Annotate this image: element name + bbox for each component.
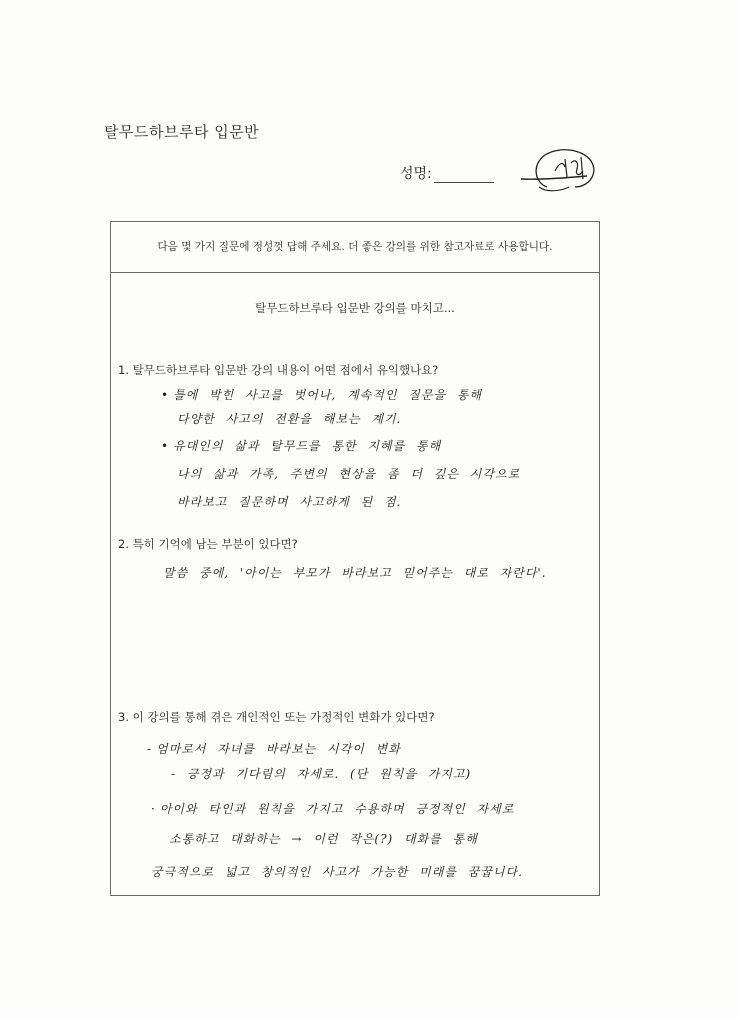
question-1-answer-line: 나의 삶과 가족, 주변의 현상을 좀 더 깊은 시각으로	[177, 467, 521, 481]
question-3-label: 3. 이 강의를 통해 겪은 개인적인 또는 가정적인 변화가 있다면?	[118, 710, 435, 724]
bullet-icon: ·	[151, 802, 156, 816]
question-1-answer-line: 바라보고 질문하며 사고하게 된 점.	[177, 495, 402, 509]
question-2-answer-line: 말씀 중에, '아이는 부모가 바라보고 믿어주는 대로 자란다'.	[163, 566, 547, 580]
dash-icon: -	[147, 742, 153, 756]
handwritten-signature	[517, 143, 607, 205]
document-title: 탈무드하브루타 입문반	[104, 123, 260, 141]
survey-form	[110, 221, 600, 896]
question-3-answer-line: 소통하고 대화하는 → 이런 작은(?) 대화를 통해	[169, 832, 478, 846]
name-blank-line	[434, 167, 494, 183]
question-3-answer-line: - 엄마로서 자녀를 바라보는 시각이 변화	[147, 742, 401, 756]
name-field	[400, 163, 494, 183]
question-3-answer-line: - 긍정과 기다림의 자세로. (단 원칙을 가지고)	[171, 767, 472, 781]
question-1-answer-line: 다양한 사고의 전환을 해보는 계기.	[177, 412, 402, 426]
question-1-answer-line: • 유대인의 삶과 탈무드를 통한 지혜를 통해	[161, 439, 442, 453]
question-3-answer-line: 궁극적으로 넓고 창의적인 사고가 가능한 미래를 꿈꿉니다.	[151, 865, 523, 879]
question-2-label: 2. 특히 기억에 남는 부분이 있다면?	[118, 537, 298, 551]
question-3-answer-line: · 아이와 타인과 원칙을 가지고 수용하며 긍정적인 자세로	[151, 802, 515, 816]
instruction-text: 다음 몇 가지 질문에 정성껏 답해 주세요. 더 좋은 강의를 위한 참고자료로 사용합니다.	[111, 222, 599, 273]
form-subtitle: 탈무드하브루타 입문반 강의를 마치고...	[255, 301, 455, 315]
bullet-icon: •	[161, 388, 170, 402]
bullet-icon: •	[161, 439, 170, 453]
name-label: 성명:	[400, 166, 432, 182]
question-1-answer-line: • 틀에 박힌 사고를 벗어나, 계속적인 질문을 통해	[161, 388, 483, 402]
question-1-label: 1. 탈무드하브루타 입문반 강의 내용이 어떤 점에서 유익했나요?	[118, 363, 439, 377]
